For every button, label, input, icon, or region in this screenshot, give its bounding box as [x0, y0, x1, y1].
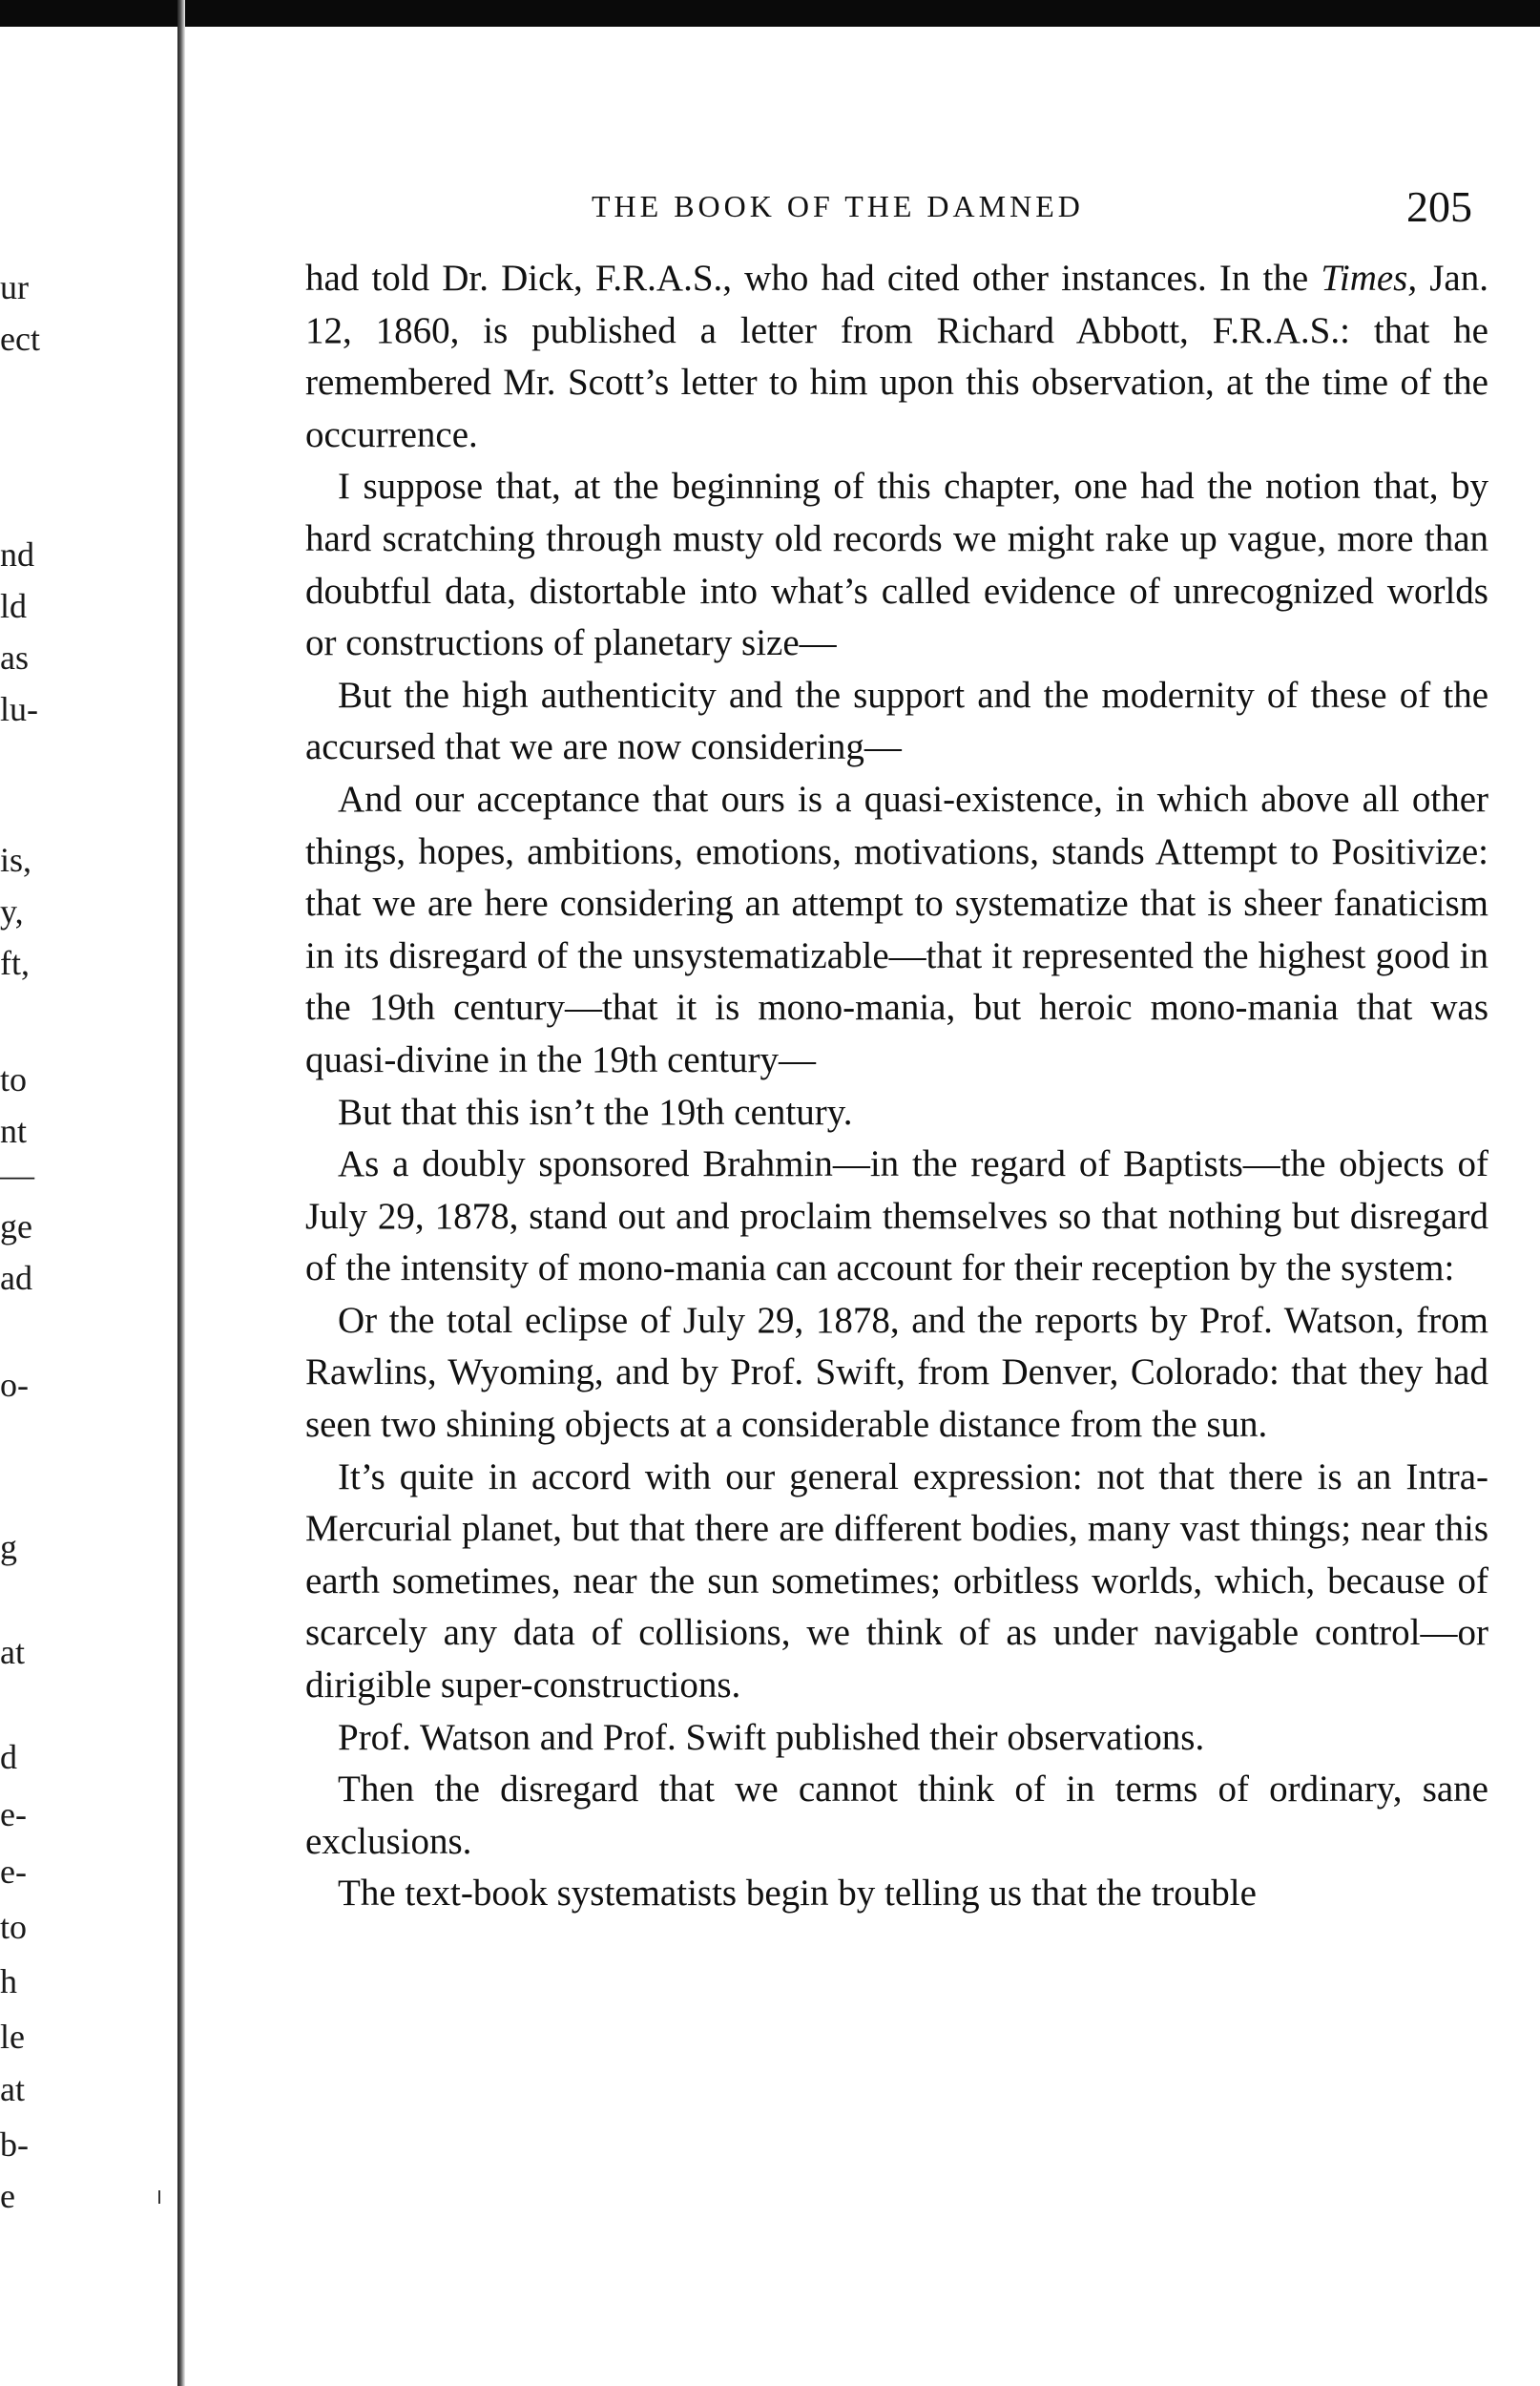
paragraph: But the high authenticity and the support and the modernity of these of the accursed that we are now considering— [305, 674, 1488, 768]
page-body [305, 253, 1488, 1920]
facing-fragment: to [0, 1060, 28, 1099]
paragraph: The text-book systematists begin by telling us that the trouble [338, 1873, 1257, 1915]
facing-fragment: e- [0, 1795, 27, 1833]
paragraph: Then the disregard that we cannot think of in terms of ordinary, sane exclusions. [305, 1769, 1488, 1862]
paragraph [305, 253, 1488, 461]
facing-fragment: d [0, 1738, 17, 1776]
page-number: 205 [1406, 182, 1472, 231]
margin-tick [158, 2190, 160, 2204]
scan-top-border [0, 0, 1540, 27]
facing-fragment: to [0, 1908, 28, 1946]
paragraph: And our acceptance that ours is a quasi-existence, in which above all other things, hopes, ambitions, emotions, motivations, stands Attempt to Positivize: that we are here considering an attempt to systematize that is sheer fanaticism in its disregard of the unsystematizable—that it represented the highest good in the 19th century—that it is mono-mania, but heroic mono-mania that was quasi-divine in the 19th century— [305, 778, 1488, 1080]
paragraph-text: Jan. 12, 1860, is published a letter from Richard Abbott, F.R.A.S.: that he remembered Mr. Scott’s letter to him upon this observation, at the time of the occurrence. [305, 258, 1488, 455]
italic-title: Times, [1321, 258, 1418, 299]
facing-fragment: e- [0, 1852, 27, 1891]
paragraph: As a doubly sponsored Brahmin—in the regard of Baptists—the objects of July 29, 1878, stand out and proclaim themselves so that nothing but disregard of the intensity of mono-mania can account for their reception by the system: [305, 1143, 1488, 1289]
facing-fragment: e [0, 2177, 15, 2215]
facing-fragment: nt [0, 1112, 28, 1150]
book-gutter [177, 0, 185, 2386]
facing-fragment: g [0, 1528, 17, 1566]
facing-fragment: at [0, 2070, 25, 2108]
facing-fragment: b- [0, 2125, 29, 2164]
facing-fragment: is, [0, 841, 32, 879]
facing-fragment: nd [0, 535, 34, 574]
paragraph-text: had told Dr. Dick, F.R.A.S., who had cited other instances. In the [305, 258, 1321, 299]
facing-fragment: o- [0, 1366, 29, 1404]
facing-fragment: lu- [0, 690, 38, 728]
facing-fragment: ect [0, 320, 40, 358]
facing-fragment: h [0, 1962, 17, 2000]
facing-fragment: ld [0, 587, 28, 625]
facing-fragment: ft, [0, 944, 30, 982]
paragraph: But that this isn’t the 19th century. [338, 1091, 853, 1133]
facing-fragment: y, [0, 892, 24, 931]
paragraph: Or the total eclipse of July 29, 1878, and the reports by Prof. Watson, from Rawlins, Wyoming, and by Prof. Swift, from Denver, Colorado: that they had seen two shining objects at a considerable distance from the sun. [305, 1299, 1488, 1446]
facing-fragment: ge [0, 1207, 32, 1245]
paragraph: I suppose that, at the beginning of this chapter, one had the notion that, by hard scratching through musty old records we might rake up vague, more than doubtful data, distortable into what’s called evidence of unrecognized worlds or constructions of planetary size— [305, 466, 1488, 664]
facing-fragment: — [0, 1156, 34, 1194]
facing-fragment: as [0, 638, 29, 677]
facing-fragment: ad [0, 1259, 32, 1297]
facing-fragment: at [0, 1633, 25, 1671]
paragraph: It’s quite in accord with our general expression: not that there is an Intra-Mercurial planet, but that there are different bodies, many vast things; near this earth sometimes, near the sun sometimes; orbitless worlds, which, because of scarcely any data of collisions, we think of as under navigable control—or dirigible super-constructions. [305, 1455, 1488, 1706]
paragraph: Prof. Watson and Prof. Swift published their observations. [338, 1716, 1205, 1758]
running-header: THE BOOK OF THE DAMNED [592, 189, 1084, 223]
facing-fragment: ur [0, 268, 29, 306]
facing-fragment: le [0, 2018, 25, 2056]
